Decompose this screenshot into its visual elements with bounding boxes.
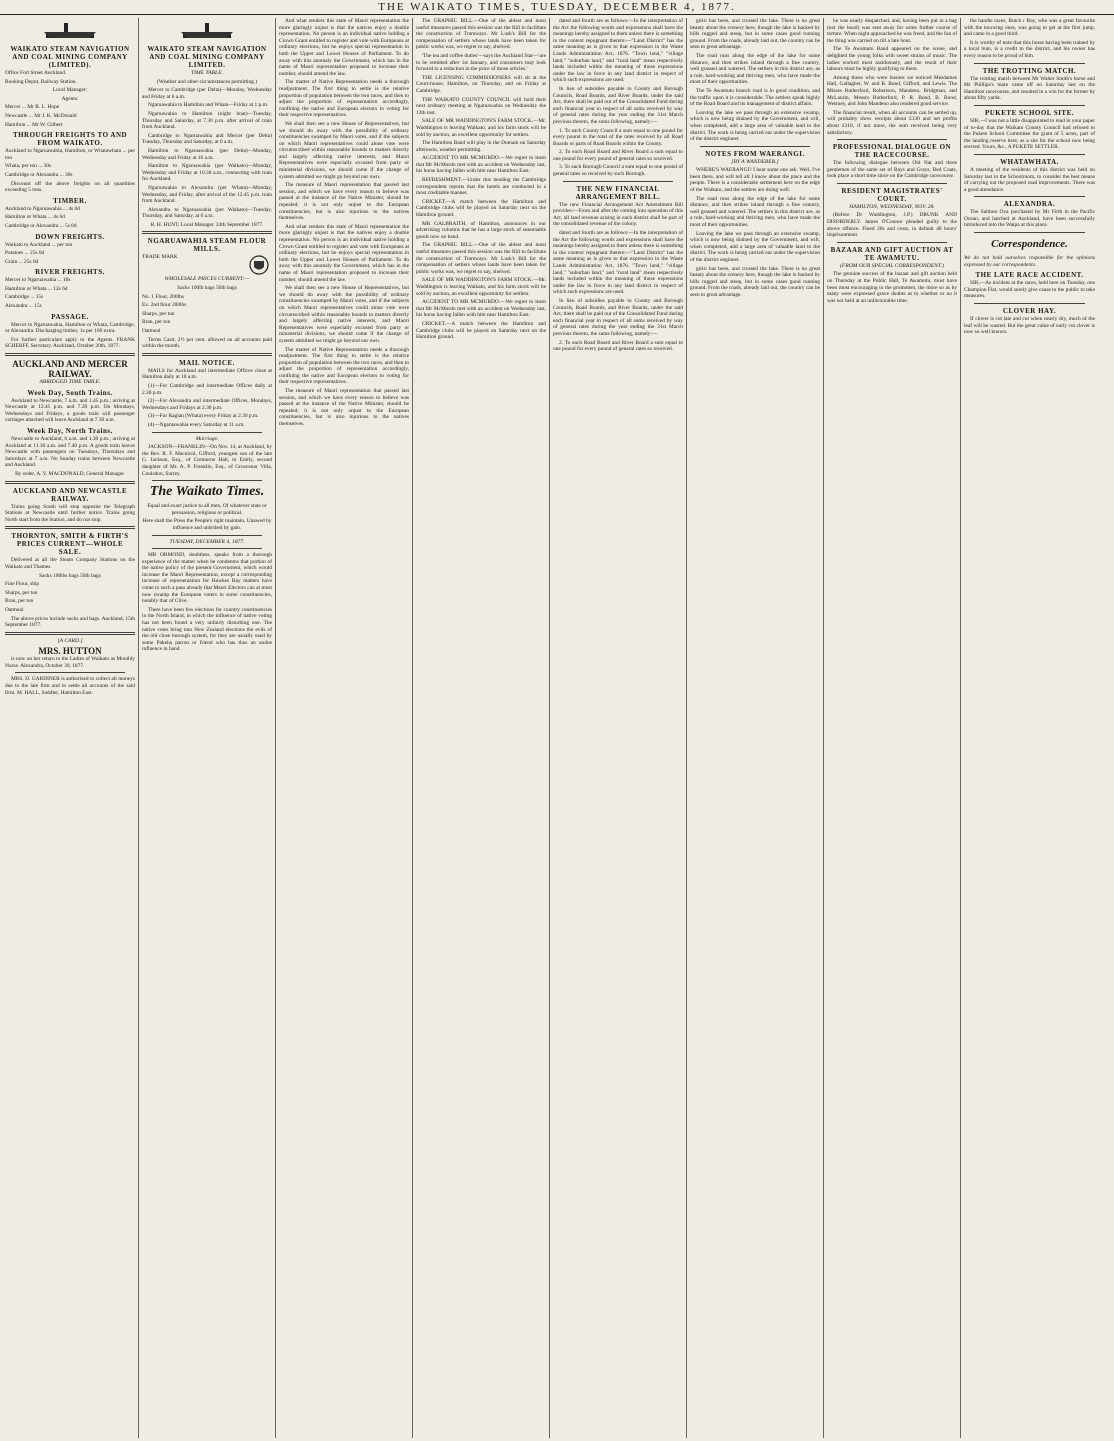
mail-line: (1)—For Cambridge and intermediate Offices daily at 2.30 p.m. [142, 383, 272, 396]
divider [563, 181, 673, 182]
divider [5, 481, 135, 484]
prices-line: Sacks 100lbs bags 50lb bags [39, 572, 101, 579]
schedule-item: Hamilton to Ngaruawahia (per Delta)—Monday, Wednesday and Friday at 10 a.m. [142, 147, 272, 161]
divider [974, 303, 1085, 304]
passage-text: Mercer to Ngaruawahia, Hamilton or Whata, Cambridge, or Alexandra. Discharging timber, 1s per 100 extra. [5, 321, 135, 335]
divider [837, 183, 947, 184]
timber-line: Hamilton or Whata ... 4s 6d [5, 214, 65, 221]
schedule-item: Cambridge to Ngaruawahia and Mercer (per Delta) Tuesday, Thursday and Saturday, at 6 a.m. [142, 132, 272, 146]
whatawhata-title: WHATAWHATA. [1000, 157, 1059, 166]
news-item: The GRAPHIC BILL.—One of the ablest and most useful measures passed this session was the Bill to facilitate the construction of Tramways. Mr Lusk's Bill for the compensation of settlers whose lands have been taken for public works was, we regret to say, shelved. [416, 18, 546, 51]
down-line: Grain ... 25s 0d [5, 258, 39, 265]
trotting-text: The trotting match between Mr Walter Smith's horse and Mr Phillips's mare came off on Saturday last on the Hamilton racecourse, and resulted in a win for the former by about fifty yards. [964, 75, 1095, 102]
race-accident-title: THE LATE RACE ACCIDENT. [975, 271, 1084, 280]
mail-line: MAILS for Auckland and intermediate Offices close at Hamilton daily at 10 a.m. [142, 367, 272, 381]
freight-line: Discount off the above freights on all quantities exceeding 5 tons. [5, 180, 135, 194]
news-item: SALE OF MR WADDINGTON'S FARM STOCK.—Mr. Waddington is leaving Waikato, and his farm stock will be sold by auction, an excellent opportunity for settlers. [416, 277, 546, 297]
column-2 [139, 18, 276, 1438]
travel-paragraph: The road runs along the edge of the lake for some distance, and then strikes inland through a fine country, well grassed and watered. The settlers in this district are, as a rule, hard-working and thriving men, who have made the most of their opportunities. [690, 195, 820, 229]
local-manager: R. H. HUNT, Local Manager. 24th September 1877. [150, 221, 264, 228]
timetable-note: (Weather and other circumstances permitting.) [157, 78, 257, 85]
river-line: Cambridge ... 15s [5, 294, 44, 301]
editorial-dateline: TUESDAY, DECEMBER 4, 1877. [169, 538, 245, 545]
rail2-text: Trains going South will stop opposite the Telegraph Stations at Newcastle until further notice. Trains going North start from the Station, and do not stop. [5, 503, 135, 523]
ship-ad-line: Office Fort Street Auckland. [5, 70, 67, 76]
bazaar-text: The genuine success of the bazaar and gift auction held on Thursday at the Public Hall, Te Awamutu, must have been most encouraging to the promoters, the more so as by many were expressed grave doubts as to whether or no it was not held at an unfavourable time. [827, 271, 957, 304]
freight-title: THROUGH FREIGHTS TO AND FROM WAIKATO. [12, 131, 128, 148]
divider [5, 632, 135, 635]
timber-line: Cambridge or Alexandra ... 5s 0d [5, 222, 77, 229]
rail-south-title: Week Day, South Trains. [27, 388, 113, 397]
travel-paragraph: The road runs along the edge of the lake for some distance, and then strikes inland through a fine country, well grassed and watered. The settlers in this district are, as a rule, hard-working and thriving men, who have made the most of their opportunities. [690, 52, 820, 86]
divider [5, 353, 135, 356]
rail-sign: By order, A. Y. MACDONALD, General Manager. [15, 470, 125, 477]
clover-text: If clover is cut late and cut when nearly dry, much of the leaf will be wasted. But the great value of early cut clover is now so well known. [964, 316, 1095, 336]
prices-line: Oatmeal [5, 606, 24, 613]
article-paragraph: We shall then see a new House of Representatives, but we should do away with the possibility of ordinary constituencies swamped by Maori votes, and if the subjects on which Maori representatives could alone vote were circumscribed within reasonable bounds to matters directly and largely affecting native interests, and Maori Representatives were especially excused from party or ministerial divisions, we should come if the change of system admitted we might go beyond our own. [279, 285, 409, 344]
race-accident-text: SIR,—As incident at the races, held here on Tuesday, one Champion Flat, would surely give cause to the public to take measures. [964, 280, 1095, 300]
river-line: Alexandra ... 15s [5, 303, 42, 310]
mill-row: No. 1 Flour, 200lbs [142, 293, 184, 300]
mail-title: MAIL NOTICE. [179, 358, 235, 367]
ship-ad-line: Hamilton ... Mr W. Gilbert [5, 121, 63, 128]
notes-byline: [BY A WANDERER.] [731, 158, 779, 165]
prices-title: THORNTON, SMITH & FIRTH'S PRICES CURRENT—WHOLE SALE. [11, 532, 129, 557]
ship-ad-line: Local Manager: [52, 87, 88, 94]
card-title: [A CARD.] [57, 637, 83, 644]
marriage-text: JACKSON—FRANKLIN—On Nov. 14, at Auckland, by the Rev. R. F. Macnicol, Gifford, youngest son of the late G. Jackson, Esq., of Cremorne Hall, to Emily, second daughter of Mr. A. P. Franklin, Esq., of Grosvenor Villa, Coulsdon, Surrey. [142, 444, 272, 477]
ship-ad-line: Booking Depot, Railway Station. [5, 78, 77, 85]
alexandra-text: The Salmon Ova purchased by Mr Firth in the Pacific Ocean, and hatched at Auckland, have been successfully introduced into the Waipa at this place. [964, 209, 1095, 229]
news-item: THE WAIKATO COUNTY COUNCIL will hold their next ordinary meeting at Ngaruawahia on Wednesday the 12th inst. [416, 96, 546, 116]
prices-text: Delivered at all the Steam Company Stations on the Waikato and Thames. [5, 557, 135, 570]
mill-row: Sharps, per ton [142, 310, 175, 317]
mail-line: (4)—Ngaruawahia every Saturday at 11 a.m. [148, 421, 245, 428]
correspondence-title: Correspondence. [991, 238, 1068, 251]
correspondence-note: We do not hold ourselves responsible for the opinions expressed by our correspondents. [964, 255, 1095, 268]
column-5 [550, 18, 687, 1438]
divider [837, 139, 947, 140]
travel-paragraph: The Te Awamutu branch road is in good condition, and the traffic upon it is considerable. The settlers speak highly of the Road Board and its management of district affairs. [690, 87, 820, 108]
travel-paragraph: Leaving the lake we pass through an extensive swamp, which is now being drained by the Government, and will, when completed, add a large area of valuable land to the district. The work is being carried out under the supervision of the district engineer. [690, 230, 820, 263]
down-line: Potatoes ... 25s 0d [5, 250, 45, 257]
court-subtitle: HAMILTON, WEDNESDAY, NOV. 28. [849, 203, 935, 210]
divider [974, 105, 1085, 106]
dialogue-text: The following dialogue between Old Nat and three gentlemen of the same set of Bays and Grays, Red Coats, took place a short time since on the Cambridge racecourse. [827, 160, 957, 180]
bill-paragraph: In lieu of subsidies payable to County and Borough Councils, Road Boards, and River Boards, under the said Act, there shall be paid out of the Consolidated Fund during each financial year in respect of all sums received by way of general rates during the year ending the 31st March previous thereto, the sums following, namely:— [553, 85, 683, 125]
masthead: THE WAIKATO TIMES, TUESDAY, DECEMBER 4, 1877. [0, 0, 1114, 15]
travel-paragraph: Leaving the lake we pass through an extensive swamp, which is now being drained by the Government, and will, when completed, add a large area of valuable land to the district. The work is being carried out under the supervision of the district engineer. [690, 109, 820, 143]
clover-title: CLOVER HAY. [1002, 307, 1057, 316]
news-item: The Hamilton Band will play in the Domain on Saturday afternoon, weather permitting. [416, 140, 546, 153]
financial-text: The new Financial Arrangement Act Amendment Bill provides:—From and after the coming into operation of this Act, all land revenue arising in each district shall be part of the consolidated revenue of the colony. [553, 201, 683, 228]
divider [974, 232, 1085, 233]
divider [15, 672, 125, 673]
steamship-icon [177, 20, 237, 42]
columns [2, 18, 1112, 1438]
schedule-item: Ngaruawahia to Alexandra (per Whata)—Monday, Wednesday, and Friday, after arrival of the 12.45 p.m. train from Auckland. [142, 184, 272, 205]
article-paragraph: The measure of Maori representation that passed last session, and which we have every reason to believe was passed at the instance of the Native Minister, should be repealed; it is not only unjust to the European constituencies, but is also injurious to the natives themselves. [279, 182, 409, 222]
marriage-title: Marriage. [195, 435, 219, 442]
ship-ad-title: WAIKATO STEAM NAVIGATION AND COAL MINING COMPANY (LIMITED). [10, 45, 130, 69]
editorial-paragraph: There have been few elections for country constituencies in the North Island, in which the influence of native voting has not been found a very unfairly disturbing one. The native votes bring into New Zealand elections the evils of the old close borough system, for they are usually used by some Pakeha patron or friend who has thus an undue influence in hand. [142, 606, 272, 653]
divider [142, 353, 272, 356]
article-paragraph: The measure of Maori representation that passed last session, and which we have every reason to believe was passed at the instance of the Native Minister, should be repealed; it is not only unjust to the European constituencies, but is also injurious to the natives themselves. [279, 388, 409, 428]
column-8 [961, 18, 1098, 1438]
gardiner-notice: MRS. D. GARDINER is authorised to collect all moneys due to the late firm and to settle all accounts of the said firm. M. HALL, Saddler, Hamilton East. [5, 676, 135, 696]
column-7 [824, 18, 961, 1438]
divider [974, 63, 1085, 64]
news-item: ACCIDENT TO MR MCMURDO.—We regret to learn that Mr McMurdo met with an accident on Wednesday last, his horse having fallen with him near Hamilton East. [416, 299, 546, 319]
bill-paragraph: 1. To each County Council a sum equal to one pound for every pound in the total of the rates received by all Road Boards or parts of Road Boards within the County. [553, 127, 683, 147]
ship-ad-line: Newcastle ... Mr J. K. McDonald [5, 112, 77, 119]
mail-line: (3)—For Raglan (Whata) every Friday at 2.30 p.m. [148, 413, 259, 420]
divider [974, 154, 1085, 155]
article-paragraph: The matter of Native Representation needs a thorough readjustment. The first thing to settle is the relative proportion of population between the two races, and then to adjust the proportion of representation accordingly, confining the native and European electors to voting for their respective representatives. [279, 79, 409, 119]
down-title: DOWN FREIGHTS. [35, 232, 105, 241]
bill-paragraph: In lieu of subsidies payable to County and Borough Councils, Road Boards, and River Boards, under the said Act, there shall be paid out of the Consolidated Fund during each financial year in respect of all sums received by way of general rates during the year ending the 31st March previous thereto, the sums following, namely:— [553, 297, 683, 337]
card-text: is now on her return to the Ladies of Waikato as Monthly Nurse. Alexandra, October 30, 1877. [5, 656, 135, 669]
column-4 [413, 18, 550, 1438]
rail-south-text: Auckland to Newcastle, 7 a.m. and 1.45 p.m.; arriving at Newcastle at 12.45 p.m. and 7.20 p.m. On Mondays, Wednesdays and Fridays, a goods train will passenger carriages attached will leave Auckland at 7.30 a.m. [5, 397, 135, 424]
bazaar-title: BAZAAR AND GIFT AUCTION AT TE AWAMUTU. [830, 245, 954, 262]
notes-title: NOTES FROM WAERANGI. [705, 149, 805, 158]
divider [142, 231, 272, 234]
mail-line: (2)—For Alexandra and intermediate Offices, Mondays, Wednesdays and Fridays at 2.30 p.m. [142, 398, 272, 411]
notes-text: WHERE'S WAERANGI? I hear some one ask. Well, I've been there, and will tell all I know about the place and the people. There is a considerable settlement here on the edge of the Waikato, and the settlers are doing well. [690, 167, 820, 194]
alexandra-title: ALEXANDRA. [1003, 200, 1056, 209]
freight-line: Auckland to Ngaruawahia, Hamilton, or Whatawhata ... per ton [5, 148, 135, 161]
rail-title: AUCKLAND AND MERCER RAILWAY. [12, 359, 128, 380]
river-line: Mercer to Ngaruawahia ... 10s [5, 277, 71, 284]
article-paragraph: The matter of Native Representation needs a thorough readjustment. The first thing to settle is the relative proportion of population between the two races, and then to adjust the proportion of representation accordingly, confining the native and European electors to voting for their respective representatives. [279, 346, 409, 386]
financial-title: THE NEW FINANCIAL ARRANGEMENT BILL. [575, 184, 661, 201]
bill-paragraph: 3. To each Borough Council a sum equal to one pound of general rates so received by such Borough. [553, 164, 683, 178]
news-item: THE LICENSING COMMISSIONERS will sit at the Court-house, Hamilton, on Thursday, and on Friday at Cambridge. [416, 74, 546, 94]
prices-note: The above prices include sacks and bags. Auckland, 15th September 1877. [5, 615, 135, 629]
timber-line: Auckland to Ngaruawahia ... 4s 0d [5, 205, 80, 212]
divider [152, 432, 262, 433]
dialogue-title: PROFESSIONAL DIALOGUE ON THE RACECOURSE. [832, 143, 952, 160]
divider [152, 548, 262, 549]
divider [5, 526, 135, 529]
down-line: Waikato to Auckland ... per ton [5, 241, 73, 248]
bazaar-paragraph: he was nearly despatched, and, having been put in a bag (not the hood) was sent away for some further course of torture. When night approached he was freed, and the fun of the thing was carried on till a late hour. [827, 18, 957, 44]
divider [700, 146, 810, 147]
trade-label: TRADE MARK [142, 254, 178, 261]
bill-paragraph: dated and fourth are as follows:—In the interpretation of the Act the following words and expressions shall have the meanings hereby assigned to them unless there is something in the context repugnant thereto:—"Land District" has the same meaning as is given to that expression in the Waste Lands Administration Act, 1876. "Town land," "village land," "suburban land," and "rural land" mean respectively lands included within the meaning of those expressions under the law in force in any land district in respect of which such expressions are used. [553, 18, 683, 84]
bill-paragraph: 2. To each Road Board and River Board a sum equal to one pound for every pound of general rates so received. [553, 149, 683, 162]
bazaar-paragraph: The financial result, when all accounts can be settled up, will probably show receipts about £130 and net profits about £110, if not more, the sum received being very satisfactory. [827, 109, 957, 136]
schedule-item: Ngaruawahia to Hamilton (night boat)—Tuesday, Thursday and Saturday, at 7.30 p.m. after arrival of train from Auckland. [142, 110, 272, 131]
prices-line: Fine Flour, ship [5, 581, 40, 588]
article-paragraph: And what renders this state of Maori representation the more glaringly unjust is that the natives enjoy a double representation. No person is an individual native holding a Crown Grant entitled to register and vote with Europeans at ordinary elections, but he enjoys special representation in both the Upper and Lower Houses of Parliament. To do away with this anomaly the Government, which has in the name of Maori representation proposed to increase their number, should amend the law. [279, 223, 409, 283]
bazaar-paragraph: Among those who were busiest we noticed Mesdames Hall, Gallagher, W. and B. Bond, Gifford, and Lewis. The Misses Rutherford, Robertson, Mandeno, Bridgman, and McLaurin, Messrs Rutherford, P. R. Bond, B. Bond, Westney, and John Mandeno also rendered good service. [827, 74, 957, 108]
rail2-title: AUCKLAND AND NEWCASTLE RAILWAY. [12, 486, 128, 503]
schedule-item: Mercer to Cambridge (per Delta)—Monday, Wednesday and Friday at 6 a.m. [142, 87, 272, 100]
timber-title: TIMBER. [53, 196, 87, 205]
news-item: SALE OF MR WADDINGTON'S FARM STOCK.—Mr. Waddington is leaving Waikato, and his farm stock will be sold by auction, an excellent opportunity for settlers. [416, 118, 546, 138]
school-title: PUKETE SCHOOL SITE. [984, 108, 1075, 117]
news-item: MR GALBRAITH, of Hamilton, announces in our advertising columns that he has a large stock of seasonable goods now on hand. [416, 220, 546, 240]
race-paragraph: It is worthy of note that this horse having been trained by a local man, is a credit to the district, and his owner has every reason to be proud of him. [964, 39, 1095, 59]
bazaar-paragraph: The Te Awamutu Band appeared on the scene, and delighted the young folks with sweet strains of music. The ladies worked most assiduously, and the result of their labours must be highly gratifying to them. [827, 46, 957, 73]
mill-subtitle: WHOLESALE PRICES CURRENT:— [164, 276, 250, 283]
column-3 [276, 18, 413, 1438]
divider [837, 242, 947, 243]
trotting-title: THE TROTTING MATCH. [982, 66, 1077, 75]
passage-note: For further particulars apply to the Agents. FRANK SCHERFF, Secretary. Auckland, October 20th, 1877. [5, 336, 135, 350]
mill-row: Oatmeal [142, 328, 161, 335]
ship-ad-line: Mercer ... Mr R. L. Hope [5, 104, 60, 111]
paper-name: The Waikato Times. [149, 484, 265, 500]
schedule-item: Hamilton to Ngaruawahia (per Waikato)—Monday, Wednesday and Friday at 10.30 a.m., connecting with train for Auckland. [142, 163, 272, 183]
news-item: CRICKET.—A match between the Hamilton and Cambridge clubs will be played on Saturday next on the Hamilton ground. [416, 198, 546, 219]
news-item: The GRAPHIC BILL.—One of the ablest and most useful measures passed this session was the Bill to facilitate the construction of Tramways. Mr Lusk's Bill for the compensation of settlers whose lands have been taken for public works was, we regret to say, shelved. [416, 242, 546, 275]
article-paragraph: And what renders this state of Maori representation the more glaringly unjust is that the natives enjoy a double representation. No person is an individual native holding a Crown Grant entitled to register and vote with Europeans at ordinary elections, but he enjoys special representation in both the Upper and Lower Houses of Parliament. To do away with this anomaly the Government, which has in the name of Maori representation proposed to increase their number, should amend the law. [279, 18, 409, 77]
coat-of-arms-icon [246, 254, 272, 276]
rail-subtitle: ABRIDGED TIME TABLE. [39, 379, 101, 386]
bill-paragraph: dated and fourth are as follows:—In the interpretation of the Act the following words and expressions shall have the meanings hereby assigned to them unless there is something in the context repugnant thereto:—"Land District" has the same meaning as is given to that expression in the Waste Lands Administration Act, 1876. "Town land," "village land," "suburban land," and "rural land" mean respectively lands included within the meaning of those expressions under the law in force in any land district in respect of which such expressions are used. [553, 230, 683, 296]
court-text: (Before Dr Waddington, J.P.) DRUNK AND DISORDERLY. James O'Connor pleaded guilty to the above offence. Fined 20s and costs, in default 48 hours' imprisonment. [827, 212, 957, 239]
mill-title: NGARUAWAHIA STEAM FLOUR MILLS. [147, 237, 267, 254]
mill-trade-mark [142, 254, 272, 276]
motto: Equal and exact justice to all men, Of whatever state or persuasion, religious or political. [147, 503, 267, 516]
steamship-icon [40, 20, 100, 42]
divider [974, 196, 1085, 197]
river-line: Hamilton or Whata ... 12s 6d [5, 285, 68, 292]
news-item: ACCIDENT TO MR MCMURDO.—We regret to learn that Mr McMurdo met with an accident on Wednesday last, his horse having fallen with him near Hamilton East. [416, 155, 546, 175]
freight-line: Cambridge or Alexandra ... 30s [5, 171, 73, 178]
motto-verse: Here shall the Press the People's right maintain, Unawed by influence and unbribed by gain. [142, 518, 272, 531]
divider [152, 535, 262, 536]
rail-north-title: Week Day, North Trains. [27, 427, 113, 435]
mill-row: Ex. 2nd flour 200lbs [142, 302, 187, 309]
passage-title: PASSAGE. [51, 312, 89, 321]
river-title: RIVER FREIGHTS. [35, 268, 105, 277]
travel-paragraph: giriri has been, and crossed the lake. There is no great beauty about the scenery here, though the lake is backed by hills rugged and steep, but in some cases good running ground. From the roads, already laid out, the country can be seen to great advantage. [690, 18, 820, 51]
bazaar-subtitle: (FROM OUR SPECIAL CORRESPONDENT.) [840, 262, 944, 269]
travel-paragraph: giriri has been, and crossed the lake. There is no great beauty about the scenery here, though the lake is backed by hills rugged and steep, but in some cases good running ground. From the roads, already laid out, the country can be seen to great advantage. [690, 265, 820, 298]
schedule-item: Alexandra to Ngaruawahia (per Waikato)—Tuesday, Thursday, and Saturday, at 6 a.m. [142, 206, 272, 220]
column-6 [687, 18, 824, 1438]
divider [152, 480, 262, 481]
prices-line: Sharps, per ton [5, 589, 38, 596]
card-name: MRS. HUTTON [38, 646, 102, 657]
mill-terms: Terms Cash; 2½ per cent. allowed on all accounts paid within the month. [142, 336, 272, 350]
timetable-title: TIME TABLE. [191, 70, 223, 76]
editorial-paragraph: MR ORMOND, doubtless, speaks from a thorough experience of the matter when he condemns that portion of the native policy of the present Government, which would increase the Maori Representation, except a corresponding increase of representation for Hawkes Bay matters have come to such a pass already that Maori Electors can at most now swamp the European voters in some constituencies, notably that of Clive. [142, 552, 272, 605]
schedule-item: Ngaruawahia to Hamilton and Whata—Friday at 1 p.m. [148, 102, 269, 109]
mill-header: Sacks 100lb bags 50lb bags [177, 285, 237, 292]
news-item: REFRESHMENT.—Under this heading the Cambridge correspondent reports that the hotels are conducted in a most creditable manner. [416, 177, 546, 197]
whatawhata-text: A meeting of the residents of this district was held on Saturday last in the Schoolroom, to consider the best means of carrying out the proposed road improvements. There was a good attendance. [964, 166, 1095, 193]
news-item: CRICKET.—A match between the Hamilton and Cambridge clubs will be played on Saturday next on the Hamilton ground. [416, 320, 546, 341]
ship-ad-line: Agents: [61, 95, 79, 102]
prices-line: Bran, per ton [5, 598, 34, 605]
race-paragraph: the handle races, Butch r Boy, who was a great favourite with the knowing ones, was going to get at the first jump, and came in a good third. [964, 18, 1095, 38]
timetable-company: WAIKATO STEAM NAVIGATION AND COAL MINING COMPANY LIMITED. [147, 45, 267, 69]
school-text: SIR,—I was not a little disappointed to read in your paper of to-day that the Waikato County Council had refused to the Pukete School Committee the grant of 5 acres, part of the landing reserve here, as a site for the school now being erected. Yours, &c., A PUKETE SETTLER. [964, 117, 1096, 151]
freight-line: Whata, per ton ... 30s [5, 163, 52, 170]
column-1 [2, 18, 139, 1438]
article-paragraph: We shall then see a new House of Representatives, but we should do away with the possibility of ordinary constituencies swamped by Maori votes, and if the subjects on which Maori representatives could alone vote were circumscribed within reasonable bounds to matters directly and largely affecting native interests, and Maori Representatives were especially excused from party or ministerial divisions, we should come if the change of system admitted we might go beyond our own. [279, 120, 409, 180]
court-title: RESIDENT MAGISTRATES' COURT. [841, 186, 943, 203]
news-item: 'The tea and coffee duties'—says the Auckland Star—'are to be remitted after 1st January, and consumers may look forward to a reduction in the price of those articles.' [416, 52, 546, 73]
bill-paragraph: 2. To each Road Board and River Board a sum equal to one pound for every pound of general rates so received. [553, 339, 683, 353]
rail-north-text: Newcastle to Auckland, 6 a.m. and 1.30 p.m.; arriving at Auckland at 11.30 a.m. and 7.40 p.m. A goods train leaves Newcastle with passengers on Tuesdays, Thursdays and Saturdays at 7 a.m. No Sunday trains between Newcastle and Auckland. [5, 436, 135, 469]
mill-row: Bran, per ton [142, 319, 171, 326]
